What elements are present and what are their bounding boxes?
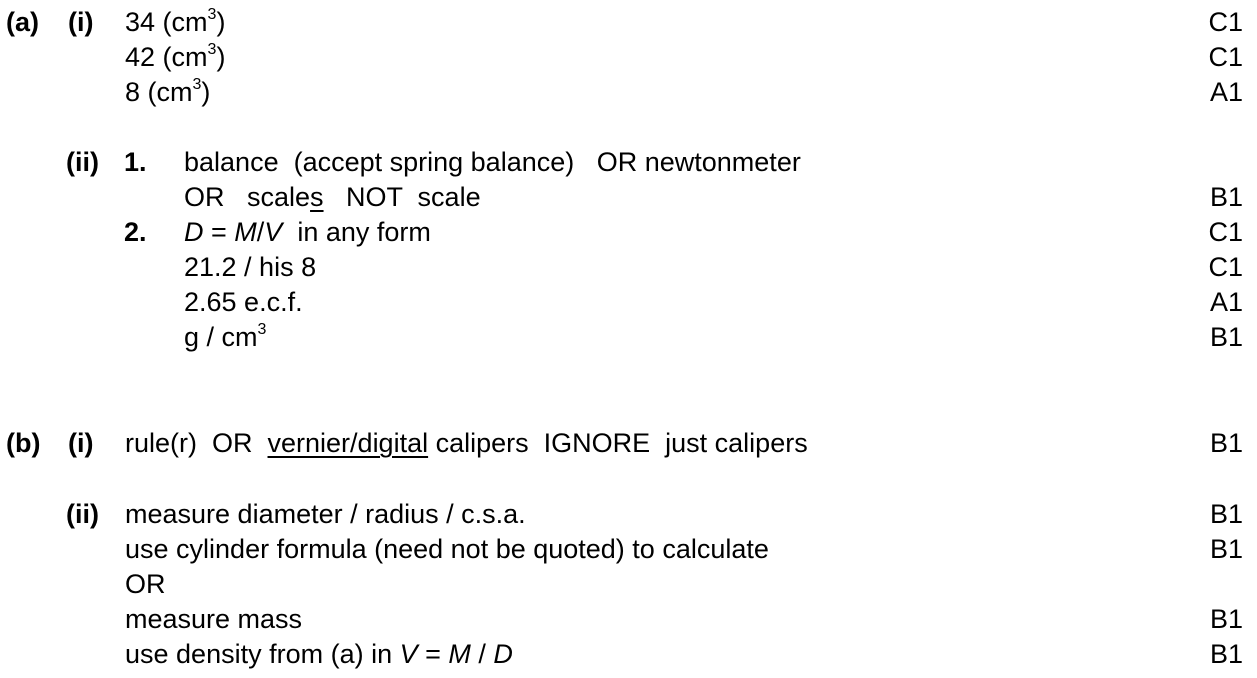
underlined-text: s bbox=[310, 182, 324, 212]
subpart-b-ii-label: (ii) bbox=[66, 499, 99, 529]
row-a-ii-2d bbox=[0, 320, 1257, 355]
answer-line bbox=[125, 75, 210, 114]
mark-code: B1 bbox=[1209, 639, 1243, 669]
answer-text: NOT scale bbox=[323, 182, 481, 212]
formula-line bbox=[184, 215, 431, 250]
answer-line bbox=[125, 40, 225, 79]
row-a-ii-2b bbox=[0, 250, 1257, 285]
formula-operator: / bbox=[256, 217, 265, 247]
row-a-i-3 bbox=[0, 75, 1257, 110]
answer-line: OR bbox=[125, 569, 166, 599]
row-b-ii-2 bbox=[0, 532, 1257, 567]
answer-text: rule(r) OR bbox=[125, 428, 268, 458]
answer-text: ) bbox=[201, 77, 211, 107]
answer-text: 42 (cm bbox=[125, 42, 208, 72]
mark-code: C1 bbox=[1208, 42, 1243, 72]
part-b-label: (b) bbox=[6, 428, 41, 458]
answer-line: measure diameter / radius / c.s.a. bbox=[125, 499, 526, 529]
answer-text: 8 (cm bbox=[125, 77, 193, 107]
row-a-i-1 bbox=[0, 5, 1257, 40]
item-number: 2. bbox=[124, 217, 147, 247]
answer-line: measure mass bbox=[125, 604, 303, 634]
item-number: 1. bbox=[124, 147, 147, 177]
row-a-i-2 bbox=[0, 40, 1257, 75]
mark-code: B1 bbox=[1209, 534, 1243, 564]
answer-line: balance (accept spring balance) OR newtonmeter bbox=[184, 147, 801, 177]
answer-line bbox=[125, 5, 225, 44]
answer-line bbox=[184, 320, 266, 359]
answer-text: OR scale bbox=[184, 182, 311, 212]
mark-code: A1 bbox=[1209, 287, 1243, 317]
mark-code: A1 bbox=[1209, 77, 1243, 107]
row-b-ii-4 bbox=[0, 602, 1257, 637]
subpart-b-i-label: (i) bbox=[68, 428, 94, 458]
answer-line bbox=[184, 180, 481, 215]
superscript: 3 bbox=[192, 76, 202, 93]
answer-line: use cylinder formula (need not be quoted) to calculate bbox=[125, 534, 769, 564]
part-a-label: (a) bbox=[6, 7, 39, 37]
answer-text: calipers IGNORE just calipers bbox=[428, 428, 808, 458]
superscript: 3 bbox=[207, 41, 217, 58]
formula-symbol: M bbox=[234, 217, 257, 247]
mark-code: C1 bbox=[1208, 217, 1243, 247]
row-a-ii-2 bbox=[0, 215, 1257, 250]
mark-code: C1 bbox=[1208, 252, 1243, 282]
mark-code: B1 bbox=[1209, 428, 1243, 458]
formula-symbol: D bbox=[184, 217, 204, 247]
answer-line: 21.2 / his 8 bbox=[184, 252, 317, 282]
subpart-a-ii-label: (ii) bbox=[66, 147, 99, 177]
answer-text: ) bbox=[216, 7, 226, 37]
answer-text: 34 (cm bbox=[125, 7, 208, 37]
row-b-i bbox=[0, 426, 1257, 461]
row-a-ii-1b bbox=[0, 180, 1257, 215]
answer-text: in any form bbox=[282, 217, 431, 247]
row-a-ii-2c bbox=[0, 285, 1257, 320]
formula-operator: = bbox=[417, 639, 449, 669]
answer-line bbox=[125, 426, 808, 461]
formula-operator: / bbox=[470, 639, 494, 669]
mark-code: B1 bbox=[1209, 499, 1243, 529]
row-a-ii-1 bbox=[0, 145, 1257, 180]
mark-code: B1 bbox=[1209, 604, 1243, 634]
subpart-a-i-label: (i) bbox=[68, 7, 94, 37]
row-b-ii-3 bbox=[0, 567, 1257, 602]
mark-code: B1 bbox=[1209, 182, 1243, 212]
formula-symbol: V bbox=[264, 217, 283, 247]
formula-line bbox=[125, 637, 513, 672]
mark-code: C1 bbox=[1208, 7, 1243, 37]
answer-line: 2.65 e.c.f. bbox=[184, 287, 303, 317]
formula-operator: = bbox=[203, 217, 235, 247]
underlined-text: vernier/digital bbox=[267, 428, 429, 458]
row-b-ii-5 bbox=[0, 637, 1257, 672]
row-b-ii-1 bbox=[0, 497, 1257, 532]
superscript: 3 bbox=[207, 6, 217, 23]
answer-text: ) bbox=[216, 42, 226, 72]
formula-symbol: V bbox=[399, 639, 418, 669]
formula-symbol: M bbox=[448, 639, 471, 669]
superscript: 3 bbox=[257, 321, 267, 338]
answer-text: g / cm bbox=[184, 322, 258, 352]
formula-symbol: D bbox=[493, 639, 513, 669]
mark-code: B1 bbox=[1209, 322, 1243, 352]
answer-text: use density from (a) in bbox=[125, 639, 400, 669]
